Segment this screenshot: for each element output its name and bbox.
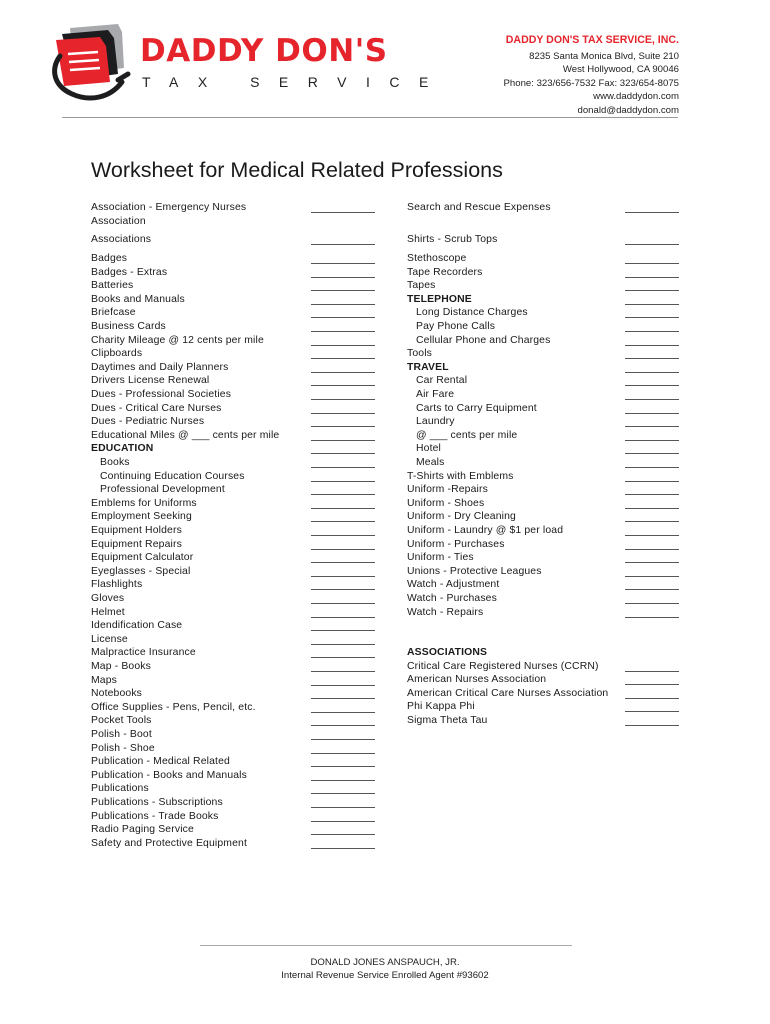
brand-tagline: TAX SERVICE [142, 74, 448, 90]
amount-blank-line[interactable] [625, 413, 679, 414]
expense-item-label: Briefcase [91, 307, 136, 319]
expense-item-label: Daytimes and Daily Planners [91, 361, 229, 373]
expense-item-label: Professional Development [100, 484, 225, 496]
expense-item-label: Car Rental [416, 375, 468, 387]
expense-item-label: Safety and Protective Equipment [91, 837, 247, 849]
expense-item-label: Critical Care Registered Nurses (CCRN) [407, 660, 599, 672]
amount-blank-line[interactable] [625, 372, 679, 373]
expense-item-label: Badges - Extras [91, 266, 168, 278]
expense-item-label: @ ___ cents per mile [416, 429, 518, 441]
amount-blank-line[interactable] [625, 535, 679, 536]
amount-blank-line[interactable] [625, 345, 679, 346]
expense-item-label: Pocket Tools [91, 715, 152, 727]
amount-blank-line[interactable] [311, 698, 375, 699]
amount-blank-line[interactable] [311, 848, 375, 849]
amount-blank-line[interactable] [625, 562, 679, 563]
expense-item-label: Unions - Protective Leagues [407, 565, 542, 577]
right-expense-column [407, 201, 697, 731]
amount-blank-line[interactable] [311, 793, 375, 794]
expense-item-label: Cellular Phone and Charges [416, 334, 551, 346]
expense-item-label: Helmet [91, 606, 125, 618]
company-contact-block [504, 34, 680, 118]
expense-item-label: Publications - Trade Books [91, 810, 219, 822]
amount-blank-line[interactable] [311, 481, 375, 482]
amount-blank-line[interactable] [625, 684, 679, 685]
expense-item-label: Uniform - Dry Cleaning [407, 511, 516, 523]
expense-item-label: Publication - Medical Related [91, 756, 230, 768]
amount-blank-line[interactable] [625, 453, 679, 454]
amount-blank-line[interactable] [625, 576, 679, 577]
amount-blank-line[interactable] [625, 440, 679, 441]
amount-blank-line[interactable] [311, 576, 375, 577]
page-title: Worksheet for Medical Related Professions [91, 158, 503, 182]
amount-blank-line[interactable] [625, 212, 679, 213]
amount-blank-line[interactable] [311, 834, 375, 835]
expense-item-label: Eyeglasses - Special [91, 565, 191, 577]
amount-blank-line[interactable] [311, 508, 375, 509]
section-heading: TRAVEL [407, 361, 449, 373]
amount-blank-line[interactable] [311, 212, 375, 213]
amount-blank-line[interactable] [625, 263, 679, 264]
amount-blank-line[interactable] [625, 725, 679, 726]
amount-blank-line[interactable] [311, 358, 375, 359]
expense-item-label: Emblems for Uniforms [91, 497, 197, 509]
expense-item-label: Map - Books [91, 661, 151, 672]
amount-blank-line[interactable] [625, 385, 679, 386]
expense-item-label: Watch - Adjustment [407, 579, 500, 591]
agent-credential: Internal Revenue Service Enrolled Agent #93602 [281, 970, 489, 981]
amount-blank-line[interactable] [625, 467, 679, 468]
expense-item-label: Uniform - Purchases [407, 538, 505, 550]
company-website: www.daddydon.com [593, 91, 679, 103]
agent-name: DONALD JONES ANSPAUCH, JR. [310, 957, 460, 968]
expense-item-label: Notebooks [91, 688, 143, 700]
expense-item-label: Association - Emergency Nurses [91, 202, 247, 213]
expense-item-label: Tools [407, 348, 433, 360]
company-phone-fax: Phone: 323/656-7532 Fax: 323/654-8075 [503, 77, 679, 89]
amount-blank-line[interactable] [311, 535, 375, 536]
amount-blank-line[interactable] [311, 766, 375, 767]
expense-item-label: Gloves [91, 593, 125, 604]
amount-blank-line[interactable] [625, 711, 679, 712]
expense-item-label: Carts to Carry Equipment [416, 402, 537, 414]
amount-blank-line[interactable] [625, 481, 679, 482]
expense-item-label: Office Supplies - Pens, Pencil, etc. [91, 701, 256, 713]
expense-item-label: Polish - Shoe [91, 742, 155, 754]
expense-item-label: Continuing Education Courses [100, 470, 245, 482]
amount-blank-line[interactable] [625, 331, 679, 332]
expense-item-label: Drivers License Renewal [91, 375, 210, 387]
expense-item-label: Publication - Books and Manuals [91, 769, 247, 781]
expense-item-label: Tapes [407, 280, 436, 292]
expense-item-label: Associations [91, 234, 152, 246]
amount-blank-line[interactable] [311, 671, 375, 672]
amount-blank-line[interactable] [625, 603, 679, 604]
amount-blank-line[interactable] [311, 780, 375, 781]
amount-blank-line[interactable] [311, 712, 375, 713]
amount-blank-line[interactable] [625, 304, 679, 305]
expense-item-label: Idendification Case [91, 620, 183, 632]
expense-item-label: American Nurses Association [407, 674, 547, 686]
amount-blank-line[interactable] [311, 345, 375, 346]
expense-item-label: Long Distance Charges [416, 307, 528, 319]
expense-item-label: Educational Miles @ ___ cents per mile [91, 429, 280, 441]
expense-item-label: Books [100, 457, 130, 468]
amount-blank-line[interactable] [625, 244, 679, 245]
section-heading: ASSOCIATIONS [407, 647, 488, 658]
expense-item-label: Air Fare [416, 389, 455, 400]
amount-blank-line[interactable] [311, 453, 375, 454]
header-divider [62, 117, 678, 118]
amount-blank-line[interactable] [311, 589, 375, 590]
amount-blank-line[interactable] [625, 399, 679, 400]
company-email: donald@daddydon.com [577, 104, 679, 116]
expense-item-label: Publications - Subscriptions [91, 797, 223, 808]
amount-blank-line[interactable] [311, 317, 375, 318]
expense-item-label: Flashlights [91, 579, 143, 591]
amount-blank-line[interactable] [625, 277, 679, 278]
amount-blank-line[interactable] [311, 467, 375, 468]
expense-item-label: Radio Paging Service [91, 824, 194, 836]
expense-item-label: Charity Mileage @ 12 cents per mile [91, 334, 264, 346]
expense-item-label: Watch - Repairs [407, 606, 484, 618]
amount-blank-line[interactable] [625, 671, 679, 672]
amount-blank-line[interactable] [625, 290, 679, 291]
signature-line [200, 945, 572, 946]
amount-blank-line[interactable] [311, 521, 375, 522]
amount-blank-line[interactable] [311, 399, 375, 400]
amount-blank-line[interactable] [311, 549, 375, 550]
expense-item-label: Batteries [91, 280, 134, 292]
amount-blank-line[interactable] [311, 644, 375, 645]
expense-item-label: Hotel [416, 443, 442, 455]
amount-blank-line[interactable] [311, 753, 375, 754]
amount-blank-line[interactable] [311, 263, 375, 264]
amount-blank-line[interactable] [311, 685, 375, 686]
amount-blank-line[interactable] [625, 508, 679, 509]
expense-item-label: Employment Seeking [91, 511, 192, 523]
amount-blank-line[interactable] [311, 807, 375, 808]
expense-item-label: Stethoscope [407, 253, 467, 264]
company-address-line-1: 8235 Santa Monica Blvd, Suite 210 [529, 50, 679, 62]
amount-blank-line[interactable] [311, 426, 375, 427]
expense-item-label: Shirts - Scrub Tops [407, 234, 498, 246]
amount-blank-line[interactable] [311, 617, 375, 618]
tax-document-logo-icon [48, 22, 132, 108]
amount-blank-line[interactable] [625, 698, 679, 699]
expense-item-label: Dues - Professional Societies [91, 389, 232, 400]
expense-item-label: Pay Phone Calls [416, 321, 496, 332]
expense-item-label: Business Cards [91, 321, 166, 332]
expense-item-label: Uniform -Repairs [407, 484, 488, 496]
amount-blank-line[interactable] [311, 372, 375, 373]
amount-blank-line[interactable] [311, 821, 375, 822]
expense-item-label: Equipment Calculator [91, 552, 194, 564]
expense-item-label: Watch - Purchases [407, 593, 497, 604]
amount-blank-line[interactable] [625, 617, 679, 618]
expense-item-label: Clipboards [91, 348, 143, 360]
amount-blank-line[interactable] [625, 358, 679, 359]
section-heading: EDUCATION [91, 443, 154, 455]
expense-item-label: Books and Manuals [91, 293, 185, 305]
expense-item-label: Phi Kappa Phi [407, 701, 475, 713]
expense-item-label: Badges [91, 253, 128, 264]
expense-item-label: Dues - Pediatric Nurses [91, 416, 205, 428]
amount-blank-line[interactable] [311, 244, 375, 245]
expense-item-label: License [91, 633, 128, 645]
amount-blank-line[interactable] [311, 304, 375, 305]
amount-blank-line[interactable] [625, 549, 679, 550]
amount-blank-line[interactable] [311, 630, 375, 631]
expense-item-label: Malpractice Insurance [91, 647, 196, 659]
amount-blank-line[interactable] [625, 317, 679, 318]
expense-item-label: Uniform - Ties [407, 552, 474, 564]
expense-item-label: American Critical Care Nurses Association [407, 687, 609, 699]
amount-blank-line[interactable] [625, 426, 679, 427]
expense-item-label: Uniform - Shoes [407, 497, 485, 509]
amount-blank-line[interactable] [311, 277, 375, 278]
amount-blank-line[interactable] [311, 385, 375, 386]
expense-item-label: Tape Recorders [407, 266, 483, 278]
amount-blank-line[interactable] [311, 562, 375, 563]
amount-blank-line[interactable] [311, 440, 375, 441]
company-logo [48, 22, 448, 112]
company-name: DADDY DON'S TAX SERVICE, INC. [505, 34, 679, 46]
expense-item-label: Search and Rescue Expenses [407, 202, 551, 213]
amount-blank-line[interactable] [311, 739, 375, 740]
amount-blank-line[interactable] [625, 521, 679, 522]
expense-item-label: Meals [416, 457, 445, 468]
expense-item-label: Sigma Theta Tau [407, 715, 488, 726]
expense-item-label: Uniform - Laundry @ $1 per load [407, 525, 564, 536]
expense-item-label: Equipment Repairs [91, 538, 182, 550]
expense-item-label: Dues - Critical Care Nurses [91, 402, 222, 414]
amount-blank-line[interactable] [311, 494, 375, 495]
amount-blank-line[interactable] [625, 494, 679, 495]
left-expense-column [91, 201, 391, 861]
company-address-line-2: West Hollywood, CA 90046 [562, 64, 679, 76]
expense-item-label: Maps [91, 674, 118, 686]
section-heading: TELEPHONE [407, 293, 472, 305]
amount-blank-line[interactable] [311, 290, 375, 291]
amount-blank-line[interactable] [311, 725, 375, 726]
expense-item-label: Polish - Boot [91, 729, 152, 740]
expense-item-label: Association [91, 215, 146, 227]
expense-item-label: Publications [91, 783, 149, 795]
expense-item-label: T-Shirts with Emblems [407, 470, 514, 482]
amount-blank-line[interactable] [311, 413, 375, 414]
amount-blank-line[interactable] [625, 589, 679, 590]
expense-item-label: Laundry [416, 416, 455, 428]
amount-blank-line[interactable] [311, 603, 375, 604]
amount-blank-line[interactable] [311, 657, 375, 658]
brand-name: DADDY DON'S [140, 33, 388, 69]
amount-blank-line[interactable] [311, 331, 375, 332]
expense-item-label: Equipment Holders [91, 525, 182, 536]
